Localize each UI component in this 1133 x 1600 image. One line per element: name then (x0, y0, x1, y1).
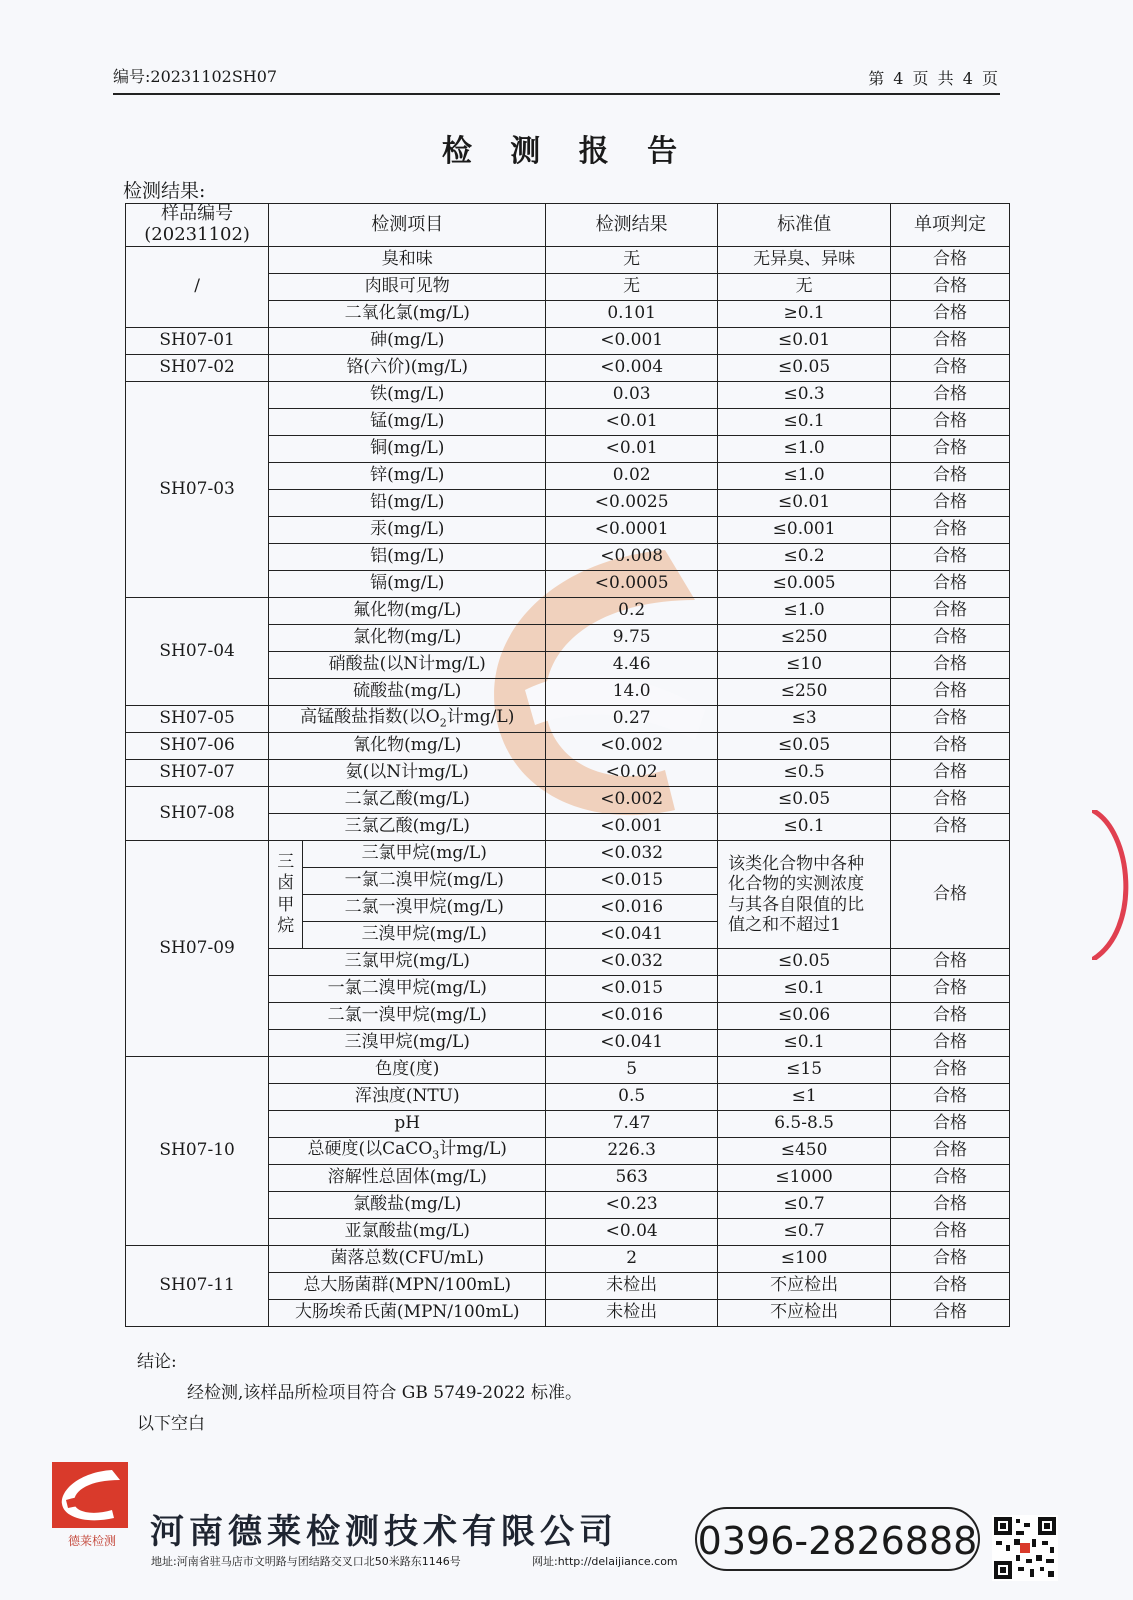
table-row: SH07-07 氨(以N计mg/L) <0.02 ≤0.5 合格 (126, 760, 1010, 787)
report-number: 编号:20231102SH07 (113, 67, 278, 86)
stamp-arc-icon (1092, 810, 1133, 960)
table-header-row (126, 204, 1010, 247)
table-row: 三氯乙酸(mg/L) <0.001 ≤0.1 合格 (126, 814, 1010, 841)
logo-caption: 德莱检测 (67, 1534, 116, 1548)
table-row: SH07-10 色度(度) 5 ≤15 合格 (126, 1057, 1010, 1084)
header-standard: 标准值 (718, 204, 891, 247)
table-row: SH07-08 二氯乙酸(mg/L) <0.002 ≤0.05 合格 (126, 787, 1010, 814)
header-rule (113, 93, 1000, 95)
conclusion-label: 结论: (137, 1352, 177, 1372)
header-sample-no: 样品编号 (20231102) (126, 204, 269, 247)
company-address: 地址:河南省驻马店市文明路与团结路交叉口北50米路东1146号 (151, 1555, 461, 1568)
header-judgment: 单项判定 (891, 204, 1010, 247)
table-row: SH07-01 砷(mg/L) <0.001 ≤0.01 合格 (126, 328, 1010, 355)
table-row: 总大肠菌群(MPN/100mL) 未检出 不应检出 合格 (126, 1273, 1010, 1300)
results-table (125, 203, 1010, 1327)
thm-judgment: 合格 (891, 841, 1010, 949)
sample-cell: SH07-02 (126, 355, 269, 382)
sample-cell: SH07-04 (126, 598, 269, 706)
sample-cell: SH07-09 (126, 841, 269, 1057)
company-name: 河南德莱检测技术有限公司 (150, 1512, 618, 1552)
table-row: SH07-03 铁(mg/L) 0.03 ≤0.3 合格 (126, 382, 1010, 409)
table-row: 总硬度(以CaCO$_3$计mg/L) 226.3 ≤450 合格 (126, 1138, 1010, 1165)
table-row: 二氧化氯(mg/L) 0.101 ≥0.1 合格 (126, 301, 1010, 328)
table-row: 一氯二溴甲烷(mg/L) <0.015 (126, 868, 1010, 895)
table-row: 锰(mg/L) <0.01 ≤0.1 合格 (126, 409, 1010, 436)
table-row: 氯化物(mg/L) 9.75 ≤250 合格 (126, 625, 1010, 652)
header-result: 检测结果 (546, 204, 718, 247)
sample-cell: SH07-01 (126, 328, 269, 355)
table-row: 镉(mg/L) <0.0005 ≤0.005 合格 (126, 571, 1010, 598)
company-website: 网址:http://delaijiance.com (532, 1555, 678, 1568)
table-row: SH07-05 高锰酸盐指数(以$O_2$计mg/L) 0.27 ≤3 合格 (126, 706, 1010, 733)
page-info: 第 4 页 共 4 页 (868, 69, 1000, 88)
table-row: 三氯甲烷(mg/L) <0.032 ≤0.05 合格 (126, 949, 1010, 976)
thm-group-label: 三 卤 甲 烷 (269, 841, 303, 949)
table-row: SH07-09 三 卤 甲 烷 三氯甲烷(mg/L) <0.032 该类化合物中各种化合物的实测浓度与其各自限值的比值之和不超过1 合格 (126, 841, 1010, 868)
table-row: 溶解性总固体(mg/L) 563 ≤1000 合格 (126, 1165, 1010, 1192)
table-row: 锌(mg/L) 0.02 ≤1.0 合格 (126, 463, 1010, 490)
table-row: 三溴甲烷(mg/L) <0.041 (126, 922, 1010, 949)
sample-cell: / (126, 247, 269, 328)
qr-code-icon (992, 1515, 1058, 1581)
table-row: / 臭和味 无 无异臭、异味 合格 (126, 247, 1010, 274)
table-row: 二氯一溴甲烷(mg/L) <0.016 (126, 895, 1010, 922)
table-row: 大肠埃希氏菌(MPN/100mL) 未检出 不应检出 合格 (126, 1300, 1010, 1327)
table-row: 氯酸盐(mg/L) <0.23 ≤0.7 合格 (126, 1192, 1010, 1219)
company-logo-icon (52, 1462, 128, 1528)
blank-note: 以下空白 (137, 1414, 205, 1434)
table-row: pH 7.47 6.5-8.5 合格 (126, 1111, 1010, 1138)
sample-cell: SH07-10 (126, 1057, 269, 1246)
report-title: 检 测 报 告 (441, 134, 692, 169)
table-row: SH07-06 氰化物(mg/L) <0.002 ≤0.05 合格 (126, 733, 1010, 760)
table-row: 汞(mg/L) <0.0001 ≤0.001 合格 (126, 517, 1010, 544)
header-item: 检测项目 (269, 204, 546, 247)
table-row: 铜(mg/L) <0.01 ≤1.0 合格 (126, 436, 1010, 463)
sample-cell: SH07-07 (126, 760, 269, 787)
table-row: 三溴甲烷(mg/L) <0.041 ≤0.1 合格 (126, 1030, 1010, 1057)
table-row: SH07-11 菌落总数(CFU/mL) 2 ≤100 合格 (126, 1246, 1010, 1273)
table-row: 硫酸盐(mg/L) 14.0 ≤250 合格 (126, 679, 1010, 706)
sample-cell: SH07-11 (126, 1246, 269, 1327)
table-row: 铝(mg/L) <0.008 ≤0.2 合格 (126, 544, 1010, 571)
table-row: 浑浊度(NTU) 0.5 ≤1 合格 (126, 1084, 1010, 1111)
table-row: SH07-02 铬(六价)(mg/L) <0.004 ≤0.05 合格 (126, 355, 1010, 382)
thm-standard: 该类化合物中各种化合物的实测浓度与其各自限值的比值之和不超过1 (718, 841, 891, 949)
sample-cell: SH07-06 (126, 733, 269, 760)
company-phone: 0396-2826888 (695, 1507, 980, 1571)
table-row: 二氯一溴甲烷(mg/L) <0.016 ≤0.06 合格 (126, 1003, 1010, 1030)
table-row: 亚氯酸盐(mg/L) <0.04 ≤0.7 合格 (126, 1219, 1010, 1246)
conclusion-text: 经检测,该样品所检项目符合 GB 5749-2022 标准。 (187, 1383, 582, 1403)
sample-cell: SH07-05 (126, 706, 269, 733)
table-row: SH07-04 氟化物(mg/L) 0.2 ≤1.0 合格 (126, 598, 1010, 625)
sample-cell: SH07-08 (126, 787, 269, 841)
table-row: 一氯二溴甲烷(mg/L) <0.015 ≤0.1 合格 (126, 976, 1010, 1003)
sample-cell: SH07-03 (126, 382, 269, 598)
table-row: 硝酸盐(以N计mg/L) 4.46 ≤10 合格 (126, 652, 1010, 679)
table-row: 铅(mg/L) <0.0025 ≤0.01 合格 (126, 490, 1010, 517)
table-row: 肉眼可见物 无 无 合格 (126, 274, 1010, 301)
section-label: 检测结果: (123, 180, 206, 202)
